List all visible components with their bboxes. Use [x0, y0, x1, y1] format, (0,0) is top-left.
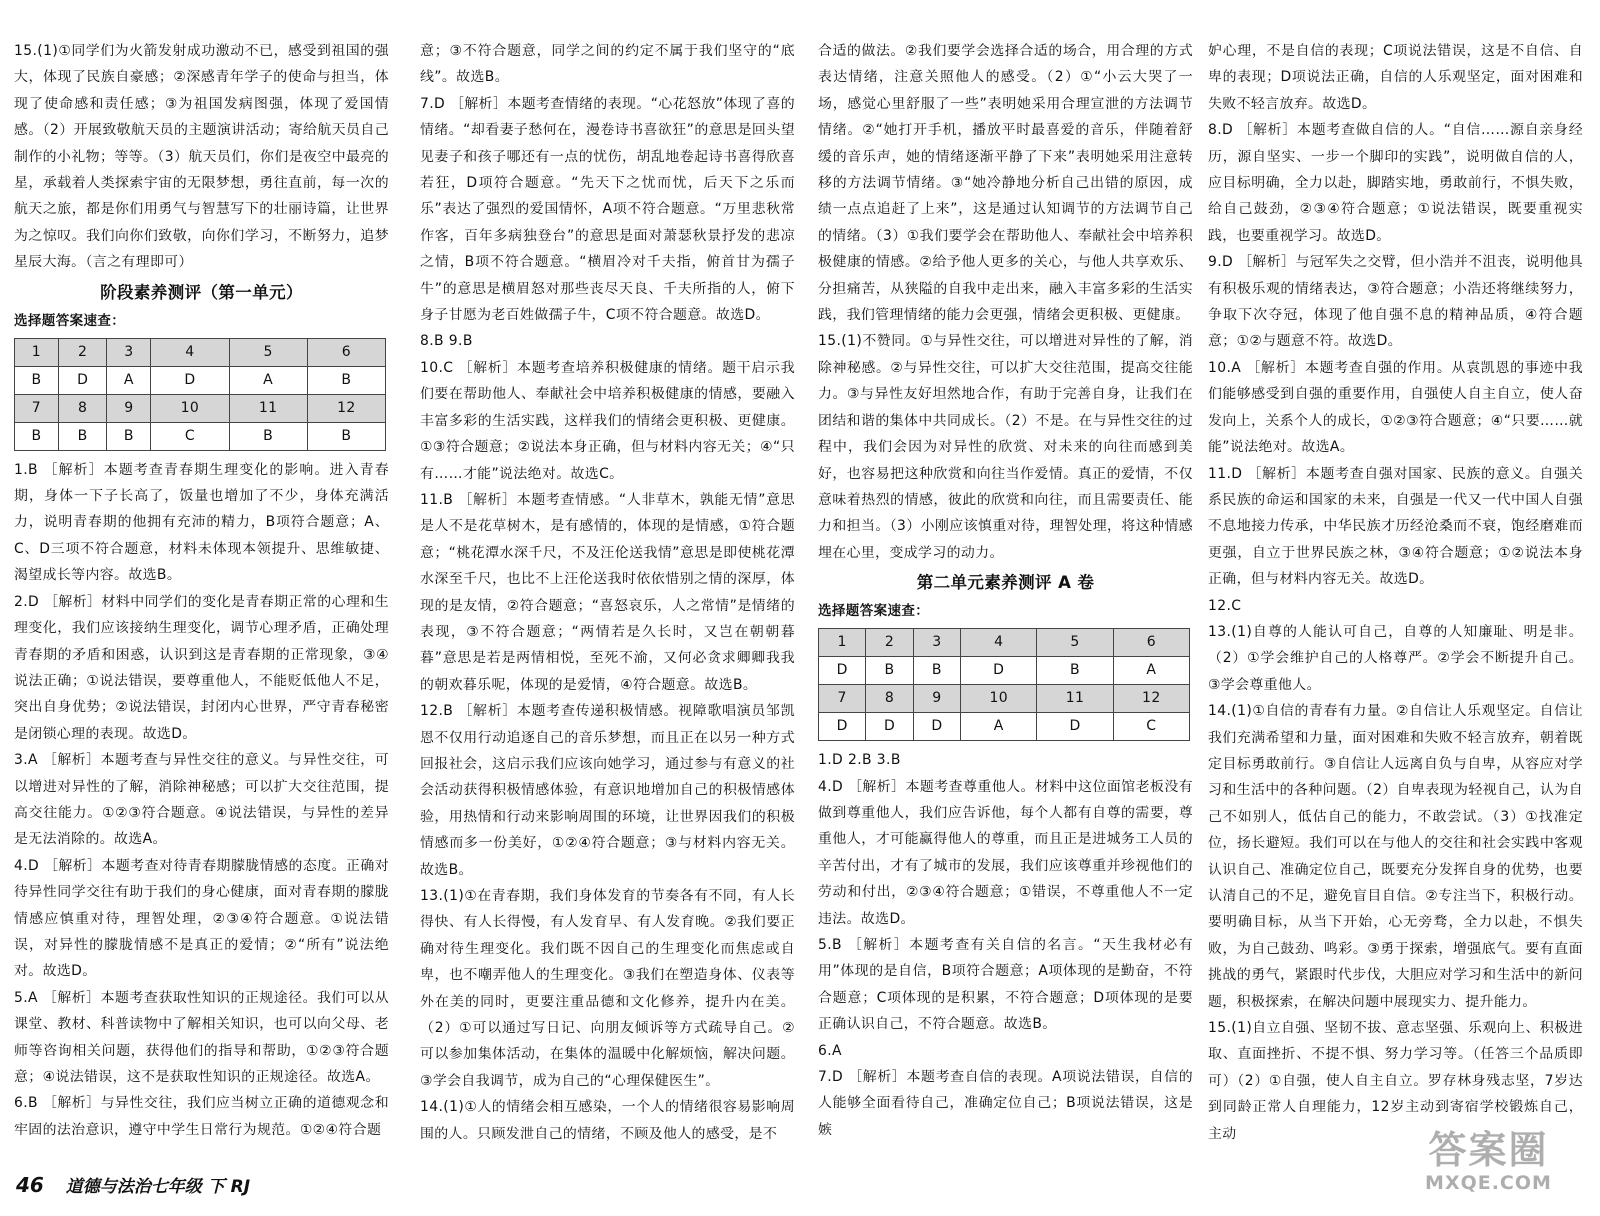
- answer-cell: B: [15, 422, 59, 450]
- answer-cell: D: [58, 366, 107, 394]
- question-number-cell: 2: [866, 629, 913, 657]
- answer-paragraph: 3.A ［解析］本题考查与异性交往的意义。与异性交往，可以增进对异性的了解，消除神秘感；可以扩大交往范围，提高交往能力。①②③符合题意。④说法错误，与异性的差异是无法消除的。故选A。: [14, 752, 389, 848]
- question-number-row: [819, 629, 1190, 657]
- answer-cell: B: [15, 366, 59, 394]
- watermark-logo: [1401, 1128, 1576, 1194]
- question-number-cell: 7: [15, 394, 59, 422]
- answer-paragraph: 12.C: [1208, 597, 1242, 614]
- answer-paragraph: 15.(1)不赞同。①与异性交往，可以增进对异性的了解，消除神秘感。②与异性交往，可以扩大交往范围，提高交往能力。③与异性友好坦然地合作，有助于完善自身，让我们在团结和谐的集体中共同成长。（2）不是。在与异性交往的过程中，我们会因为对异性的欣赏、对未来的向往而感到美好，也容易把这种欣赏和向往当作爱情。真正的爱情，不仅意味着热烈的情感，彼此的欣赏和向往，而且需要责任、能力和担当。（3）小刚应该慎重对待，理智处理，将这种情感埋在心里，变成学习的动力。: [818, 333, 1193, 561]
- answer-key-label: 选择题答案速查：: [818, 603, 930, 620]
- answer-paragraph: 8.B 9.B: [420, 333, 473, 350]
- watermark-en: MXQE.COM: [1425, 1172, 1552, 1194]
- question-number-cell: 9: [913, 685, 960, 713]
- question-number-cell: 12: [307, 394, 385, 422]
- question-number-cell: 5: [229, 338, 307, 366]
- answer-cell: C: [151, 422, 229, 450]
- question-number-cell: 6: [1113, 629, 1189, 657]
- answer-cell: D: [1037, 713, 1113, 741]
- answer-paragraph: 7.D ［解析］本题考查自信的表现。A项说法错误，自信的人能够全面看待自己，准确定位自己；B项说法错误，这是嫉: [818, 1069, 1193, 1138]
- answer-paragraph: 4.D ［解析］本题考查对待青春期朦胧情感的态度。正确对待异性同学交往有助于我们的身心健康，面对青春期的朦胧情感应慎重对待，理智处理，②③④符合题意。①说法错误，对异性的朦胧情感不是真正的爱情；②“所有”说法绝对。故选D。: [14, 857, 389, 980]
- answer-paragraph: 15.(1)①同学们为火箭发射成功激动不已，感受到祖国的强大，体现了民族自豪感；②深感青年学子的使命与担当，体现了使命感和责任感；③为祖国发病图强，体现了爱国情感。（2）开展致敬航天员的主题演讲活动；寄给航天员自己制作的小礼物；等等。（3）航天员们，你们是夜空中最亮的星，承载着人类探索宇宙的无限梦想，勇往直前，每一次的航天之旅，都是你们用勇气与智慧写下的壮丽诗篇，让世界为之惊叹。我们向你们致敬，向你们学习，不断努力，追梦星辰大海。（言之有理即可）: [14, 43, 389, 271]
- answer-paragraph: 13.(1)自尊的人能认可自己，自尊的人知廉耻、明是非。（2）①学会维护自己的人格尊严。②学会不断提升自己。③学会尊重他人。: [1208, 623, 1583, 693]
- book-title: 道德与法治七年级 下 RJ: [65, 1177, 251, 1197]
- page-footer: [16, 1172, 250, 1197]
- question-number-cell: 10: [961, 685, 1037, 713]
- answer-cell: D: [913, 713, 960, 741]
- question-number-cell: 4: [151, 338, 229, 366]
- question-number-cell: 1: [819, 629, 866, 657]
- answer-row: [819, 713, 1190, 741]
- answer-paragraph: 8.D ［解析］本题考查做自信的人。“自信……源自亲身经历，源自坚实、一步一个脚印的实践”，说明做自信的人，应目标明确，全力以赴，脚踏实地，勇敢前行，不惧失败，给自己鼓劲，②③④符合题意；①说法错误，既要重视实践，也要重视学习。故选D。: [1208, 122, 1583, 244]
- answer-paragraph: 11.B ［解析］本题考查情感。“人非草木，孰能无情”意思是人不是花草树木，是有感情的，体现的是情感，①符合题意；“桃花潭水深千尺，不及汪伦送我情”意思是即使桃花潭水深至千尺，也比不上汪伦送我时依依惜别之情的深厚，体现的是友情，②符合题意；“喜怒哀乐，人之常情”是情绪的表现，③不符合题意；“两情若是久长时，又岂在朝朝暮暮”意思是若是两情相悦，至死不渝，又何必贪求卿卿我我的朝欢暮乐呢，体现的是爱情，④符合题意。故选B。: [420, 491, 795, 693]
- question-number-cell: 8: [58, 394, 107, 422]
- answer-cell: A: [229, 366, 307, 394]
- answer-paragraph: 6.B ［解析］与异性交往，我们应当树立正确的道德观念和牢固的法治意识，遵守中学生日常行为规范。①②④符合题: [14, 1095, 389, 1138]
- question-number-cell: 3: [913, 629, 960, 657]
- answer-cell: B: [866, 657, 913, 685]
- answer-paragraph: 4.D ［解析］本题考查尊重他人。材料中这位面馆老板没有做到尊重他人，我们应告诉他，每个人都有自尊的需要，尊重他人，才可能赢得他人的尊重，而且正是进城务工人员的辛苦付出，才有了城市的发展，我们应该尊重并珍视他们的劳动和付出，②③④符合题意；①错误，不尊重他人不一定违法。故选D。: [818, 778, 1193, 927]
- answer-cell: D: [151, 366, 229, 394]
- answer-cell: A: [107, 366, 151, 394]
- answer-paragraph: 6.A: [818, 1042, 842, 1059]
- answer-paragraph: 14.(1)①人的情绪会相互感染，一个人的情绪很容易影响周围的人。只顾发泄自己的情绪，不顾及他人的感受，是不: [420, 1099, 795, 1142]
- answer-row: [819, 657, 1190, 685]
- answer-cell: D: [866, 713, 913, 741]
- question-number-cell: 5: [1037, 629, 1113, 657]
- question-number-cell: 11: [229, 394, 307, 422]
- question-number-cell: 10: [151, 394, 229, 422]
- answer-cell: B: [307, 422, 385, 450]
- answer-paragraph: 妒心理，不是自信的表现；C项说法错误，这是不自信、自卑的表现；D项说法正确，自信的人乐观坚定，面对困难和失败不轻言放弃。故选D。: [1208, 43, 1583, 112]
- answer-cell: D: [819, 713, 866, 741]
- section-heading: 阶段素养测评（第一单元）: [100, 282, 303, 302]
- column-3: [818, 38, 1193, 1143]
- answer-cell: B: [1037, 657, 1113, 685]
- answer-paragraph: 11.D ［解析］本题考查自强对国家、民族的意义。自强关系民族的命运和国家的未来，自强是一代又一代中国人自强不息地接力传承，中华民族才历经沧桑而不衰，饱经磨难而更强，自立于世界民族之林，③④符合题意；①②说法本身正确，但与材料内容无关。故选D。: [1208, 465, 1583, 588]
- answer-cell: A: [961, 713, 1037, 741]
- answer-paragraph: 13.(1)①在青春期，我们身体发育的节奏各有不同，有人长得快、有人长得慢，有人发育早、有人发育晚。②我们要正确对待生理变化。我们既不因自己的生理变化而焦虑或自卑，也不嘲弄他人的生理变化。③我们在塑造身体、仪表等外在美的同时，更要注重品德和文化修养，提升内在美。（2）①可以通过写日记、向朋友倾诉等方式疏导自己。②可以参加集体活动，在集体的温暖中化解烦恼，解决问题。③学会自我调节，成为自己的“心理保健医生”。: [420, 888, 795, 1089]
- answer-paragraph: 1.D 2.B 3.B: [818, 752, 901, 769]
- answer-cell: B: [107, 422, 151, 450]
- answer-paragraph: 合适的做法。②我们要学会选择合适的场合，用合理的方式表达情绪，注意关照他人的感受。（2）①“小云大哭了一场，感觉心里舒服了一些”表明她采用合理宣泄的方法调节情绪。②“她打开手机，播放平时最喜爱的音乐，伴随着舒缓的音乐声，她的情绪逐渐平静了下来”表明她采用注意转移的方法调节情绪。③“她冷静地分析自己出错的原因，成绩一点点追赶了上来”，这是通过认知调节的方法调节自己的情绪。（3）①我们要学会在帮助他人、奉献社会中培养积极健康的情感。②给予他人更多的关心，与他人共享欢乐、分担痛苦，从狭隘的自我中走出来，融入丰富多彩的生活实践，我们管理情绪的能力会更强，情绪会更积极、更健康。: [818, 43, 1193, 324]
- answer-cell: D: [819, 657, 866, 685]
- answer-row: [15, 366, 386, 394]
- answer-paragraph: 10.A ［解析］本题考查自强的作用。从袁凯恩的事迹中我们能够感受到自强的重要作用，自强使人自主自立，使人奋发向上，关系个人的成长，①②③符合题意；④“只要……就能”说法绝对。故选A。: [1208, 359, 1583, 456]
- answer-paragraph: 2.D ［解析］材料中同学们的变化是青春期正常的心理和生理变化，我们应该接纳生理变化，调节心理矛盾，正确处理青春期的矛盾和困惑，认识到这是青春期的正常现象，③④说法正确；①说法错误，要尊重他人，不能贬低他人不足，突出自身优势；②说法错误，封闭内心世界，严守青春秘密是闭锁心理的表现。故选D。: [14, 593, 389, 742]
- answer-paragraph: 5.B ［解析］本题考查有关自信的名言。“天生我材必有用”体现的是自信，B项符合题意；A项体现的是勤奋，不符合题意；C项体现的是积累，不符合题意；D项体现的是要正确认识自己，不符合题意。故选B。: [818, 936, 1193, 1033]
- answer-row: [15, 422, 386, 450]
- section-heading: 第二单元素养测评 A 卷: [916, 573, 1095, 593]
- answer-key-label: 选择题答案速查：: [14, 312, 126, 329]
- answer-cell: B: [307, 366, 385, 394]
- question-number-cell: 2: [58, 338, 107, 366]
- question-number-row: [15, 394, 386, 422]
- answer-cell: A: [1113, 657, 1189, 685]
- question-number-row: [819, 685, 1190, 713]
- answer-cell: D: [961, 657, 1037, 685]
- answer-paragraph: 10.C ［解析］本题考查培养积极健康的情绪。题干启示我们要在帮助他人、奉献社会中培养积极健康的情感，要融入丰富多彩的生活实践，这样我们的情绪会更积极、更健康。①③符合题意；②说法本身正确，但与材料内容无关；④“只有……才能”说法绝对。故选C。: [420, 359, 795, 482]
- answer-paragraph: 14.(1)①自信的青春有力量。②自信让人乐观坚定。自信让我们充满希望和力量，面对困难和失败不轻言放弃，朝着既定目标勇敢前行。③自信让人远离自负与自卑，从容应对学习和生活中的各种问题。（2）自卑表现为轻视自己，认为自己不如别人，低估自己的能力，不敢尝试。（3）①找准定位，扬长避短。我们可以在与他人的交往和社会实践中客观认识自己、准确定位自己，既要充分发挥自身的优势，也要认清自己的不足，避免盲目自信。②专注当下，积极行动。要明确目标，从当下开始，心无旁骛，全力以赴，不惧失败，为自己鼓劲、鸣彩。③勇于探索，增强底气。要有直面挑战的勇气，紧跟时代步伐，大胆应对学习和生活中的新问题，积极探索，在解决问题中展现实力、提升能力。: [1208, 703, 1583, 1010]
- question-number-cell: 3: [107, 338, 151, 366]
- question-number-cell: 6: [307, 338, 385, 366]
- answer-paragraph: 7.D ［解析］本题考查情绪的表现。“心花怒放”体现了喜的情绪。“却看妻子愁何在，漫卷诗书喜欲狂”的意思是回头望见妻子和孩子哪还有一点的忧伤，胡乱地卷起诗书喜得欣喜若狂，D项符合题意。“先天下之忧而忧，后天下之乐而乐”表达了强烈的爱国情怀，A项不符合题意。“万里悲秋常作客，百年多病独登台”的意思是面对萧瑟秋景抒发的悲凉之情，B项不符合题意。“横眉冷对千夫指，俯首甘为孺子牛”的意思是横眉怒对那些丧尽天良、千夫所指的人，俯下身子甘愿为老百姓做孺子牛，C项不符合题意。故选D。: [420, 95, 795, 324]
- answer-paragraph: 15.(1)自立自强、坚韧不拔、意志坚强、乐观向上、积极进取、直面挫折、不提不惧、努力学习等。（任答三个品质即可）（2）①自强，使人自主自立。罗存林身残志坚，7岁达到同龄正常人自理能力，12岁主动到寄宿学校锻炼自己，主动: [1208, 1020, 1583, 1142]
- answer-paragraph: 9.D ［解析］与冠军失之交臂，但小浩并不沮丧，说明他具有积极乐观的情绪表达，③符合题意；小浩还将继续努力，争取下次夺冠，体现了他自强不息的精神品质，④符合题意；①②与题意不符。故选D。: [1208, 254, 1583, 350]
- answer-key-table: [14, 338, 386, 451]
- answer-paragraph: 意；③不符合题意，同学之间的约定不属于我们坚守的“底线”。故选B。: [420, 43, 795, 86]
- question-number-cell: 11: [1037, 685, 1113, 713]
- page-number: 46: [16, 1173, 44, 1197]
- answer-cell: C: [1113, 713, 1189, 741]
- answer-paragraph: 12.B ［解析］本题考查传递积极情感。视障歌唱演员邹凯恩不仅用行动追逐自己的音乐梦想，而且正在以另一种方式回报社会，这启示我们应该向她学习，通过参与有意义的社会活动获得积极情感体验，有意识地增加自己的积极情感体验，用热情和行动来影响周围的环境，让世界因我们的积极情感而多一份美好，①②④符合题意；③与材料内容无关。故选B。: [420, 703, 795, 878]
- watermark-cn: 答案圈: [1428, 1128, 1549, 1172]
- question-number-cell: 9: [107, 394, 151, 422]
- question-number-cell: 12: [1113, 685, 1189, 713]
- question-number-cell: 7: [819, 685, 866, 713]
- column-2: [420, 38, 795, 1147]
- column-1: [14, 38, 389, 1143]
- answer-cell: B: [229, 422, 307, 450]
- answer-paragraph: 1.B ［解析］本题考查青春期生理变化的影响。进入青春期，身体一下子长高了，饭量也增加了不少，身体充满活力，说明青春期的他拥有充沛的精力，B项符合题意；A、C、D三项不符合题意，材料未体现本领提升、思维敏捷、渴望成长等内容。故选B。: [14, 461, 389, 584]
- column-4: [1208, 38, 1583, 1147]
- question-number-cell: 4: [961, 629, 1037, 657]
- answer-paragraph: 5.A ［解析］本题考查获取性知识的正规途径。我们可以从课堂、教材、科普读物中了解相关知识，也可以向父母、老师等咨询相关问题，获得他们的指导和帮助，①②③符合题意；④说法错误，这不是获取性知识的正规途径。故选A。: [14, 989, 389, 1085]
- answer-cell: B: [58, 422, 107, 450]
- question-number-row: [15, 338, 386, 366]
- answer-key-table: [818, 628, 1190, 741]
- question-number-cell: 8: [866, 685, 913, 713]
- question-number-cell: 1: [15, 338, 59, 366]
- answer-cell: B: [913, 657, 960, 685]
